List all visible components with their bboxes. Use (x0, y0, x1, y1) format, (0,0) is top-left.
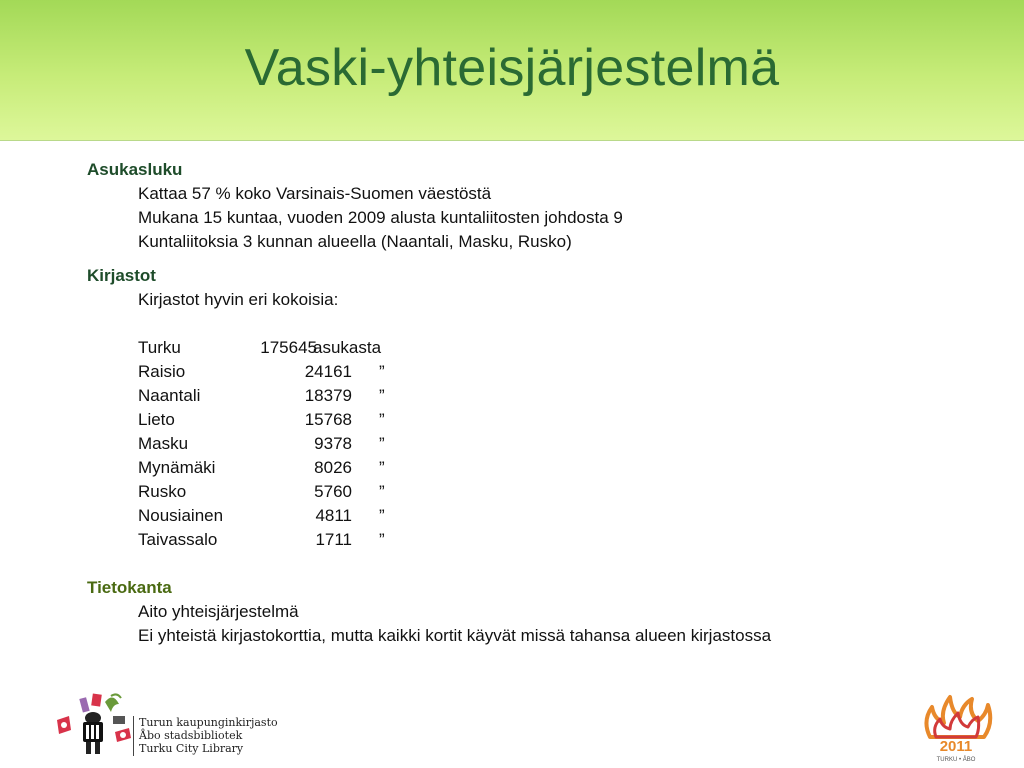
ditto-mark: ” (379, 506, 385, 525)
logo-divider (133, 716, 134, 756)
asukasluku-line: Mukana 15 kuntaa, vuoden 2009 alusta kuntaliitosten johdosta 9 (138, 208, 623, 227)
population-cell: 5760 (314, 482, 352, 501)
asukasluku-line: Kattaa 57 % koko Varsinais-Suomen väestöstä (138, 184, 492, 203)
slide-content (87, 158, 987, 648)
library-name-cell: Nousiainen (138, 506, 224, 525)
logo-year: 2011 (939, 738, 973, 755)
ditto-mark: ” (379, 458, 385, 477)
ditto-mark: ” (379, 482, 385, 501)
logo-caption: TURKU • ÅBO (936, 757, 976, 763)
tietokanta-line: Ei yhteistä kirjastokorttia, mutta kaikki kortit käyvät missä tahansa alueen kirjastossa (138, 626, 772, 645)
ditto-mark: ” (379, 386, 385, 405)
library-name-cell: Raisio (138, 362, 186, 381)
library-row (87, 456, 987, 480)
library-name-cell: Mynämäki (138, 458, 216, 477)
library-name-cell: Taivassalo (138, 530, 218, 549)
library-name-cell: Masku (138, 434, 189, 453)
library-row (87, 384, 987, 408)
library-population-table (87, 336, 987, 552)
ditto-mark: ” (379, 362, 385, 381)
page-title: Vaski-yhteisjärjestelmä (244, 39, 780, 97)
ditto-mark: ” (379, 410, 385, 429)
flame-icon (926, 697, 990, 737)
section-heading-tietokanta: Tietokanta (87, 578, 172, 597)
library-name-cell: Lieto (138, 410, 175, 429)
library-mascot-icon (57, 694, 131, 754)
population-cell: 1711 (315, 530, 352, 549)
library-name-fi: Turun kaupunginkirjasto (139, 716, 278, 729)
library-name (139, 716, 278, 755)
library-row (87, 432, 987, 456)
unit-label: asukasta (313, 338, 382, 357)
turku-2011-logo (916, 693, 996, 765)
ditto-mark: ” (379, 530, 385, 549)
section-heading-kirjastot: Kirjastot (87, 266, 156, 285)
population-cell: 24161 (304, 362, 352, 381)
library-row (87, 336, 987, 360)
library-row (87, 480, 987, 504)
library-row (87, 360, 987, 384)
library-name-cell: Naantali (138, 386, 201, 405)
library-row (87, 408, 987, 432)
tietokanta-line: Aito yhteisjärjestelmä (138, 602, 299, 621)
library-name-cell: Turku (138, 338, 181, 357)
population-cell: 9378 (314, 434, 352, 453)
asukasluku-line: Kuntaliitoksia 3 kunnan alueella (Naantali, Masku, Rusko) (138, 232, 572, 251)
section-heading-asukasluku: Asukasluku (87, 160, 183, 179)
library-row (87, 504, 987, 528)
library-name-cell: Rusko (138, 482, 187, 501)
population-cell: 15768 (304, 410, 352, 429)
population-cell: 4811 (315, 506, 352, 525)
kirjastot-intro: Kirjastot hyvin eri kokoisia: (138, 290, 339, 309)
population-cell: 8026 (314, 458, 352, 477)
library-name-en: Turku City Library (139, 742, 244, 755)
population-cell: 18379 (304, 386, 352, 405)
population-cell: 175645 (260, 338, 317, 357)
library-row (87, 528, 987, 552)
ditto-mark: ” (379, 434, 385, 453)
library-name-sv: Åbo stadsbibliotek (139, 729, 243, 742)
